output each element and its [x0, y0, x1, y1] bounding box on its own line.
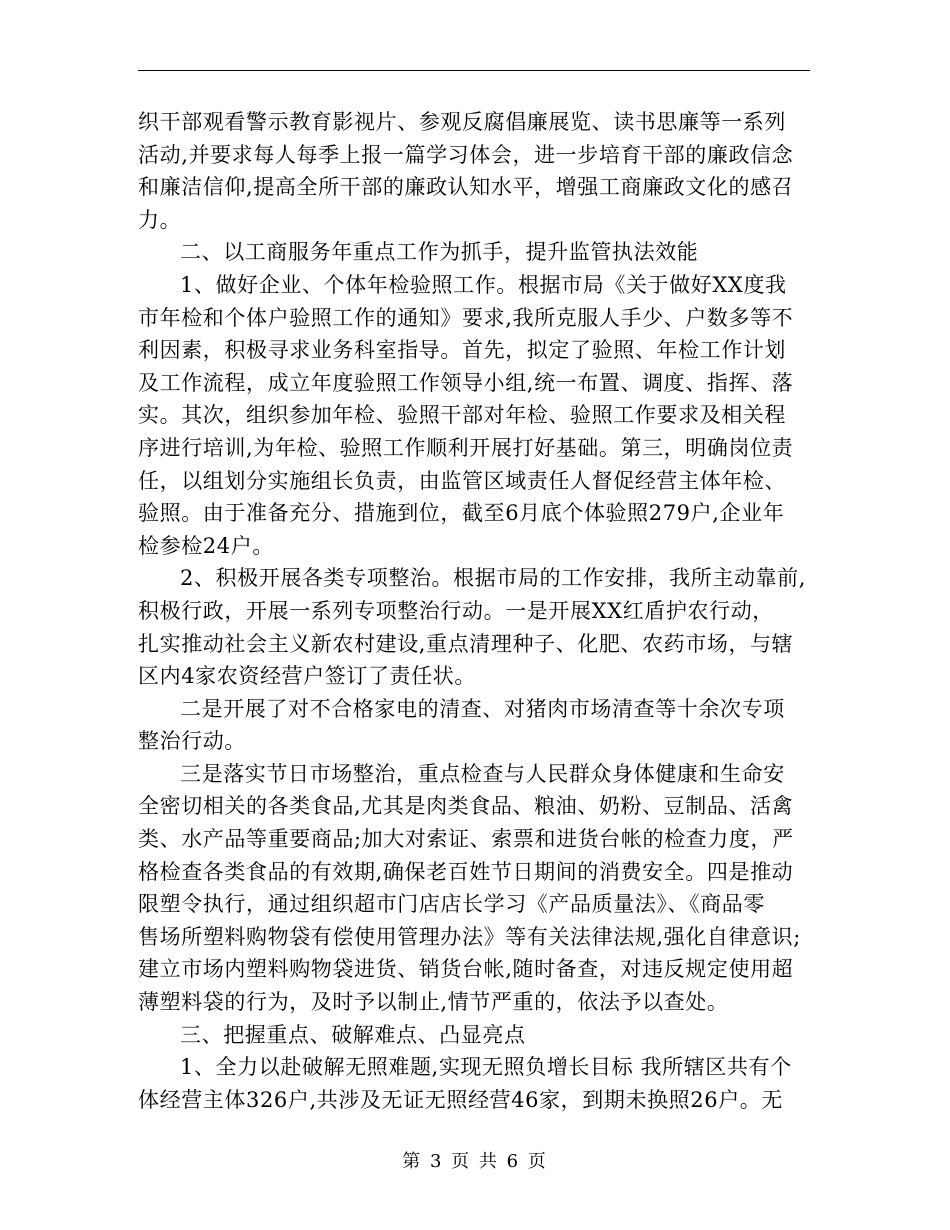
text-line: 薄塑料袋的行为，及时予以制止,情节严重的，依法予以查处。	[138, 990, 729, 1015]
text-line: 二是开展了对不合格家电的清查、对猪肉市场清查等十余次专项	[180, 696, 785, 721]
text-line: 1、全力以赴破解无照难题,实现无照负增长目标 我所辖区共有个	[180, 1055, 792, 1080]
text-line: 区内4家农资经营户签订了责任状。	[138, 664, 476, 689]
text-line: 利因素，积极寻求业务科室指导。首先，拟定了验照、年检工作计划	[138, 338, 786, 363]
text-line: 市年检和个体户验照工作的通知》要求,我所克服人手少、户数多等不	[138, 305, 794, 330]
text-line: 售场所塑料购物袋有偿使用管理办法》等有关法律法规,强化自律意识;	[138, 924, 801, 949]
page-number: 第 3 页 共 6 页	[402, 1151, 548, 1172]
text-line: 序进行培训,为年检、验照工作顺利开展打好基础。第三，明确岗位责	[138, 435, 794, 460]
text-line: 限塑令执行，通过组织超市门店店长学习《产品质量法》、《商品零	[138, 892, 765, 917]
text-line: 验照。由于准备充分、措施到位，截至6月底个体验照279户,企业年	[138, 501, 785, 526]
text-line: 三是落实节日市场整治，重点检查与人民群众身体健康和生命安	[180, 761, 785, 786]
text-line: 二、以工商服务年重点工作为抓手，提升监管执法效能	[180, 240, 699, 265]
header-rule	[138, 70, 810, 71]
document-body	[138, 106, 810, 1116]
text-line: 类、水产品等重要商品;加大对索证、索票和进货台帐的检查力度，严	[138, 827, 794, 852]
text-line: 织干部观看警示教育影视片、参观反腐倡廉展览、读书思廉等一系列	[138, 110, 786, 134]
text-line: 检参检24户。	[138, 533, 274, 558]
text-line: 实。其次，组织参加年检、验照干部对年检、验照工作要求及相关程	[138, 403, 786, 428]
text-line: 及工作流程，成立年度验照工作领导小组,统一布置、调度、指挥、落	[138, 370, 794, 395]
text-line: 2、积极开展各类专项整治。根据市局的工作安排，我所主动靠前,	[180, 566, 807, 591]
text-line: 体经营主体326户,共涉及无证无照经营46家，到期未换照26户。无	[138, 1087, 783, 1112]
text-line: 积极行政，开展一系列专项整治行动。一是开展XX红盾护农行动，	[138, 598, 774, 623]
text-line: 三、把握重点、破解难点、凸显亮点	[180, 1022, 526, 1047]
text-line: 力。	[138, 207, 182, 232]
text-line: 全密切相关的各类食品,尤其是肉类食品、粮油、奶粉、豆制品、活禽	[138, 794, 794, 819]
text-line: 格检查各类食品的有效期,确保老百姓节日期间的消费安全。四是推动	[138, 859, 794, 884]
text-line: 和廉洁信仰,提高全所干部的廉政认知水平，增强工商廉政文化的感召	[138, 175, 794, 200]
text-line: 任，以组划分实施组长负责，由监管区域责任人督促经营主体年检、	[138, 468, 786, 493]
text-line: 整治行动。	[138, 729, 246, 754]
text-line: 活动,并要求每人每季上报一篇学习体会，进一步培育干部的廉政信念	[138, 142, 794, 167]
text-line: 建立市场内塑料购物袋进货、销货台帐,随时备查，对违反规定使用超	[138, 957, 794, 982]
text-line: 1、做好企业、个体年检验照工作。根据市局《关于做好XX度我	[180, 272, 787, 297]
text-line: 扎实推动社会主义新农村建设,重点清理种子、化肥、农药市场，与辖	[138, 631, 794, 656]
